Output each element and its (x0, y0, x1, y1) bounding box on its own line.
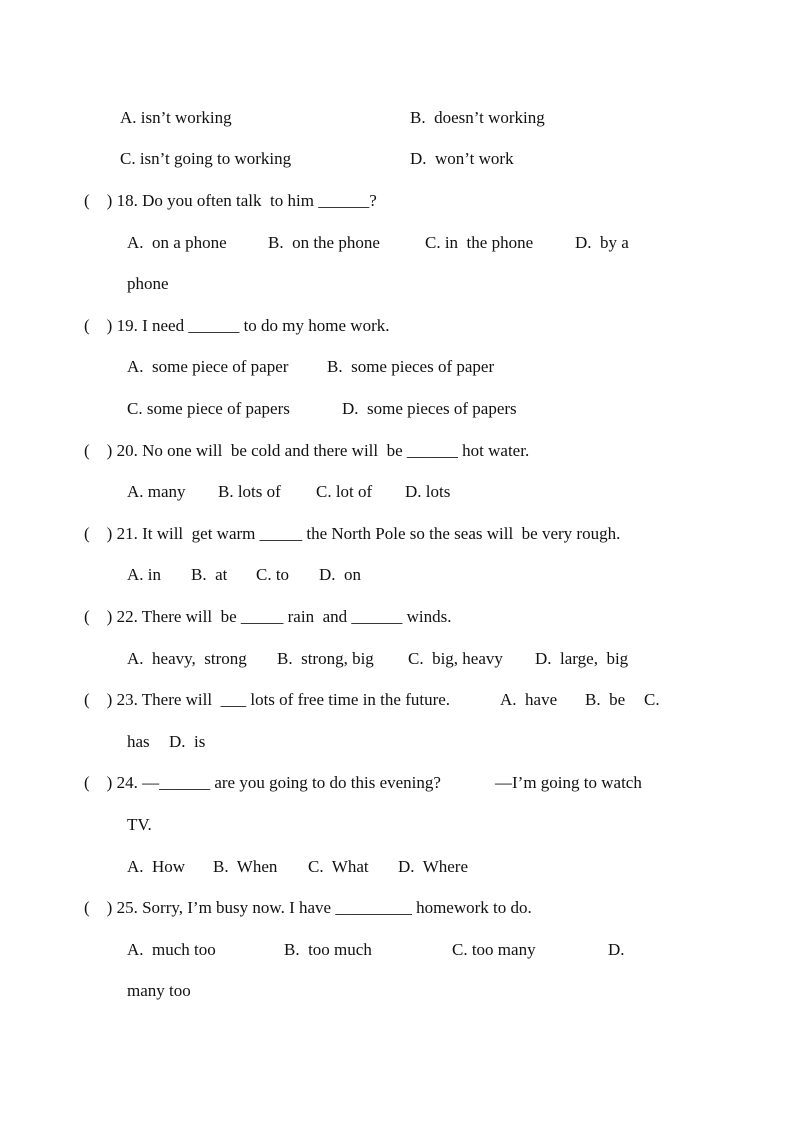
q22-option-d: D. large, big (535, 649, 629, 668)
q21-option-d: D. on (319, 565, 362, 584)
q19-stem: ( ) 19. I need ______ to do my home work. (84, 316, 390, 335)
q20-option-a: A. many (127, 482, 186, 501)
q23-option-a: A. have (500, 690, 558, 709)
q17-option-a: A. isn’t working (120, 108, 232, 127)
q24-answer: —I’m going to watch (495, 773, 642, 792)
q25-option-b: B. too much (284, 940, 372, 959)
q19-option-b: B. some pieces of paper (327, 357, 495, 376)
q25-option-d: D. (608, 940, 625, 959)
q23-option-c: C. (644, 690, 660, 709)
q23-option-c-continued: has (127, 732, 150, 751)
q20-option-c: C. lot of (316, 482, 373, 501)
q25-option-c: C. too many (452, 940, 536, 959)
q18-option-b: B. on the phone (268, 233, 380, 252)
q19-option-c: C. some piece of papers (127, 399, 290, 418)
q24-option-d: D. Where (398, 857, 469, 876)
q18-option-a: A. on a phone (127, 233, 227, 252)
q21-option-a: A. in (127, 565, 161, 584)
q23-option-b: B. be (585, 690, 626, 709)
q18-stem: ( ) 18. Do you often talk to him ______? (84, 191, 377, 210)
q24-option-a: A. How (127, 857, 186, 876)
q17-option-b: B. doesn’t working (410, 108, 545, 127)
q20-stem: ( ) 20. No one will be cold and there will be ______ hot water. (84, 441, 530, 460)
q25-option-d-continued: many too (127, 981, 191, 1000)
q22-stem: ( ) 22. There will be _____ rain and ______ winds. (84, 607, 452, 626)
q23-option-d: D. is (169, 732, 206, 751)
q19-option-a: A. some piece of paper (127, 357, 289, 376)
q19-option-d: D. some pieces of papers (342, 399, 517, 418)
q22-option-b: B. strong, big (277, 649, 374, 668)
q24-answer-continued: TV. (127, 815, 152, 834)
q18-option-d: D. by a (575, 233, 629, 252)
q22-option-a: A. heavy, strong (127, 649, 247, 668)
q18-option-d-continued: phone (127, 274, 169, 293)
q22-option-c: C. big, heavy (408, 649, 503, 668)
q23-stem: ( ) 23. There will ___ lots of free time in the future. (84, 690, 451, 709)
q17-option-d: D. won’t work (410, 149, 514, 168)
q24-stem: ( ) 24. —______ are you going to do this evening? (84, 773, 441, 792)
q25-option-a: A. much too (127, 940, 216, 959)
q24-option-b: B. When (213, 857, 278, 876)
q21-option-b: B. at (191, 565, 228, 584)
q24-option-c: C. What (308, 857, 369, 876)
q20-option-d: D. lots (405, 482, 451, 501)
q21-option-c: C. to (256, 565, 290, 584)
q21-stem: ( ) 21. It will get warm _____ the North Pole so the seas will be very rough. (84, 524, 621, 543)
q17-option-c: C. isn’t going to working (120, 149, 292, 168)
q20-option-b: B. lots of (218, 482, 281, 501)
q25-stem: ( ) 25. Sorry, I’m busy now. I have _________ homework to do. (84, 898, 532, 917)
q18-option-c: C. in the phone (425, 233, 534, 252)
